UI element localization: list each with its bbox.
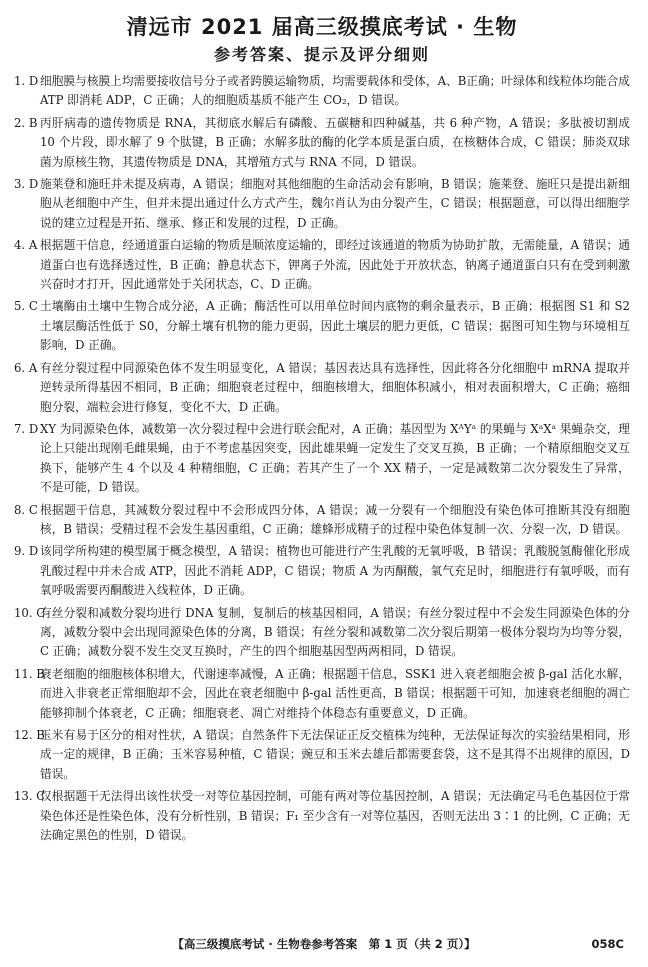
answer-number: 1. D xyxy=(14,74,39,88)
answer-number: 6. A xyxy=(14,360,38,375)
answer-explanation: 有丝分裂过程中同源染色体不发生明显变化，A 错误；基因表达具有选择性，因此将各分化细胞中 mRNA 提取并逆转录所得基因不相同，B 正确；细胞衰老过程中，细胞核增大，细胞体积减小，相对表面积增大，C 正确；癌细胞分裂，端粒会进行修复，变化不大，D 正确。 xyxy=(40,360,630,414)
answer-item xyxy=(14,420,630,498)
answer-item xyxy=(14,114,630,172)
answer-number: 9. D xyxy=(14,544,39,559)
footer-exam-code: 058C xyxy=(591,937,624,951)
answer-number: 5. C xyxy=(14,299,38,314)
answer-item xyxy=(14,501,630,540)
answer-item xyxy=(14,665,630,723)
answer-number: 11. B xyxy=(14,666,45,681)
answer-number: 2. B xyxy=(14,115,38,130)
answer-explanation: XY 为同源染色体，减数第一次分裂过程中会进行联会配对，A 正确；基因型为 XᴬYᵃ 的果蝇与 XᵃXᵃ 果蝇杂交，理论上只能出现刚毛雌果蝇，由于不考虑基因突变，因此雄果蝇一定发生了交叉互换，B 正确；一个精原细胞交叉互换下，能够产生 4 个以及 4 种精细胞，C 正确；若其产生了一个 XX 精子，一定是减数第二次分裂发生了异常，不是可能，D 错误。 xyxy=(40,421,630,495)
answer-item xyxy=(14,787,630,845)
answer-number: 10. C xyxy=(14,605,46,620)
answer-explanation: 细胞膜与核膜上均需要接收信号分子或者跨膜运输物质，均需要载体和受体，A、B正确；叶绿体和线粒体均能合成 ATP 即消耗 ADP，C 正确；人的细胞质基质不能产生 CO₂，D 错误。 xyxy=(40,74,630,108)
page-footer xyxy=(0,934,648,954)
answer-number: 3. D xyxy=(14,177,39,192)
answer-explanation: 该同学所构建的模型属于概念模型，A 错误；植物也可能进行产生乳酸的无氧呼吸，B 错误；乳酸脱氢酶催化形成乳酸过程中并未合成 ATP，因此不消耗 ADP，C 错误；物质 A 为丙酮酸，氧气充足时，细胞进行有氧呼吸，而有氧呼吸需要丙酮酸进入线粒体，D 正确。 xyxy=(40,544,630,598)
answer-item xyxy=(14,175,630,233)
answer-number: 13. C xyxy=(14,789,46,804)
answer-item xyxy=(14,726,630,784)
answer-number: 12. B xyxy=(14,728,45,742)
page-subtitle: 参考答案、提示及评分细则 xyxy=(213,45,430,64)
answer-item xyxy=(14,359,630,417)
answer-explanation: 丙肝病毒的遗传物质是 RNA，其彻底水解后有磷酸、五碳糖和四种碱基，共 6 种产物，A 错误；多肽被切割成 10 个片段，即水解了 9 个肽键，B 正确；水解多肽的酶的化学本质是蛋白质，在核糖体合成，C 错误；肺炎双球菌为原核生物，其遗传物质是 DNA，其增殖方式与 RNA 不同，D 错误。 xyxy=(40,115,630,169)
answer-item xyxy=(14,604,630,662)
answer-explanation: 玉米有易于区分的相对性状，A 错误；自然条件下无法保证正反交植株为纯种，无法保证每次的实验结果相同，形成一定的规律，B 正确；玉米容易种植，C 错误；豌豆和玉米去雄后都需要套袋，这不是其得不出规律的原因，D 错误。 xyxy=(40,728,630,781)
answer-explanation: 施莱登和施旺并未提及病毒，A 错误；细胞对其他细胞的生命活动会有影响，B 错误；施莱登、施旺只是提出新细胞从老细胞中产生，但并未提出通过什么方式产生，魏尔肖认为由分裂产生，C 错误；根据题意，可以得出细胞学说的建立过程是开拓、继承、修正和发展的过程，D 正确。 xyxy=(40,177,630,230)
answer-number: 7. D xyxy=(14,421,39,436)
footer-page-info: 【高三级摸底考试 · 生物卷参考答案 第 1 页（共 2 页）】 xyxy=(172,937,476,951)
answer-item xyxy=(14,542,630,600)
answer-explanation: 根据题干信息，其减数分裂过程中不会形成四分体，A 错误；减一分裂有一个细胞没有染色体可推断其没有细胞核，B 错误；受精过程不会发生基因重组，C 正确；雄蜂形成精子的过程中染色体复制一次、分裂一次，D 错误。 xyxy=(40,502,630,536)
answer-explanation: 根据题干信息，经通道蛋白运输的物质是顺浓度运输的，即经过该通道的物质为协助扩散，无需能量，A 错误；通道蛋白也有选择透过性，B 正确；静息状态下，钾离子外流，因此处于开放状态，钠离子通道蛋白只有在受到刺激兴奋时才打开，因此通常处于关闭状态，C、D 正确。 xyxy=(40,238,630,292)
answer-explanation: 有丝分裂和减数分裂均进行 DNA 复制，复制后的核基因相同，A 错误；有丝分裂过程中不会发生同源染色体的分离，减数分裂中会出现同源染色体的分离，B 错误；有丝分裂和减数第二次分裂后期第一极体分裂均为均等分裂，C 正确；减数分裂不发生交叉互换时，产生的四个细胞基因型两两相同，D 错误。 xyxy=(40,605,630,659)
answer-item xyxy=(14,297,630,355)
answer-number: 8. C xyxy=(14,502,38,517)
answer-explanation: 衰老细胞的细胞核体积增大，代谢速率减慢，A 正确；根据题干信息，SSK1 进入衰老细胞会被 β-gal 活化水解，而进入非衰老正常细胞却不会，因此在衰老细胞中 β-gal 活性更高，B 错误；根据题干可知，加速衰老细胞的凋亡能够抑制个体衰老，C 正确；细胞衰老、凋亡对维持个体稳态有重要意义，D 正确。 xyxy=(40,666,630,720)
page-title: 清远市 2021 届高三级摸底考试 · 生物 xyxy=(126,15,518,39)
answer-list xyxy=(14,72,630,845)
answer-explanation: 仅根据题干无法得出该性状受一对等位基因控制，可能有两对等位基因控制，A 错误；无法确定马毛色基因位于常染色体还是性染色体，没有分析性别，B 错误；F₁ 至少含有一对等位基因，否则无法出 3∶1 的比例，C 正确；无法确定黑色的性别，D 错误。 xyxy=(40,789,630,843)
answer-item xyxy=(14,72,630,111)
answer-item xyxy=(14,236,630,294)
answer-number: 4. A xyxy=(14,238,38,253)
answer-explanation: 土壤酶由土壤中生物合成分泌，A 正确；酶活性可以用单位时间内底物的剩余量表示，B 正确；根据图 S1 和 S2 土壤层酶活性低于 S0，分解土壤有机物的能力更弱，因此土壤层的肥力更低，C 错误；据图可知生物与环境相互影响，D 正确。 xyxy=(40,299,630,353)
